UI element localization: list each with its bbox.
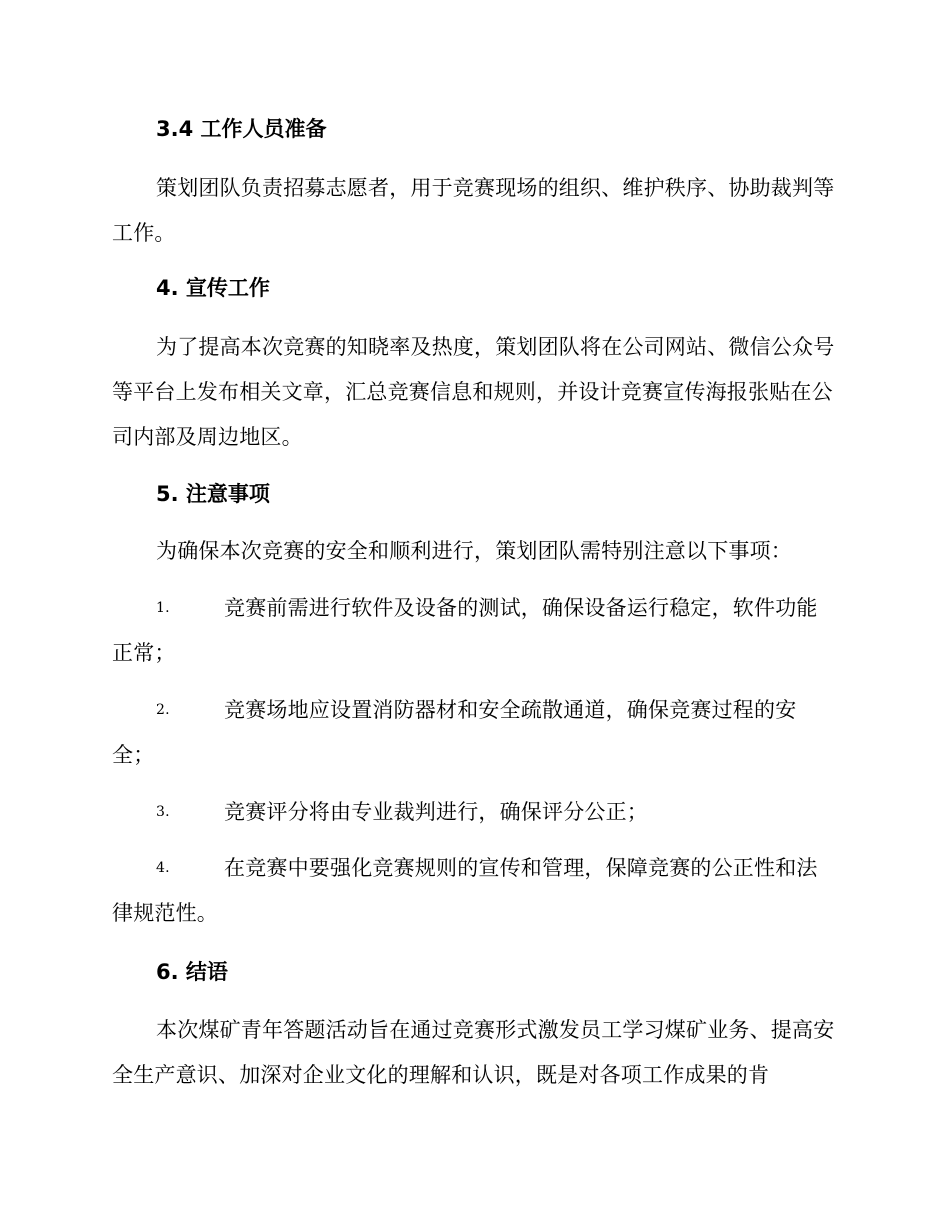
section-heading-4: 4. 宣传工作 — [156, 276, 270, 300]
paragraph-text: 本次煤矿青年答题活动旨在通过竞赛形式激发员工学习煤矿业务、提高安全生产意识、加深对企业文化的理解和认识，既是对各项工作成果的肯 — [112, 1018, 835, 1087]
section-heading-5: 5. 注意事项 — [156, 482, 270, 506]
list-number: 4. — [156, 860, 170, 876]
list-item — [112, 846, 836, 936]
paragraph-text: 为了提高本次竞赛的知晓率及热度，策划团队将在公司网站、微信公众号等平台上发布相关文章，汇总竞赛信息和规则，并设计竞赛宣传海报张贴在公司内部及周边地区。 — [112, 335, 835, 449]
section-heading-3-4: 3.4 工作人员准备 — [156, 117, 327, 141]
list-item-text: 竞赛场地应设置消防器材和安全疏散通道，确保竞赛过程的安全； — [112, 698, 797, 767]
list-item — [112, 688, 836, 778]
list-number: 2. — [156, 702, 170, 718]
paragraph-text: 策划团队负责招募志愿者，用于竞赛现场的组织、维护秩序、协助裁判等工作。 — [112, 176, 835, 245]
section-4-paragraph — [112, 325, 836, 460]
list-item-text: 在竞赛中要强化竞赛规则的宣传和管理，保障竞赛的公正性和法律规范性。 — [112, 856, 818, 925]
list-item — [112, 790, 836, 835]
section-6-paragraph — [112, 1008, 836, 1098]
list-number: 1. — [156, 600, 170, 616]
list-item-text: 竞赛评分将由专业裁判进行，确保评分公正； — [224, 800, 648, 824]
section-3-4-paragraph — [112, 166, 836, 256]
section-heading-6: 6. 结语 — [156, 960, 228, 984]
paragraph-text: 为确保本次竞赛的安全和顺利进行，策划团队需特别注意以下事项： — [156, 539, 792, 563]
section-5-intro — [112, 529, 836, 574]
list-item — [112, 586, 836, 676]
list-number: 3. — [156, 804, 170, 820]
list-item-text: 竞赛前需进行软件及设备的测试，确保设备运行稳定，软件功能正常； — [112, 596, 818, 665]
